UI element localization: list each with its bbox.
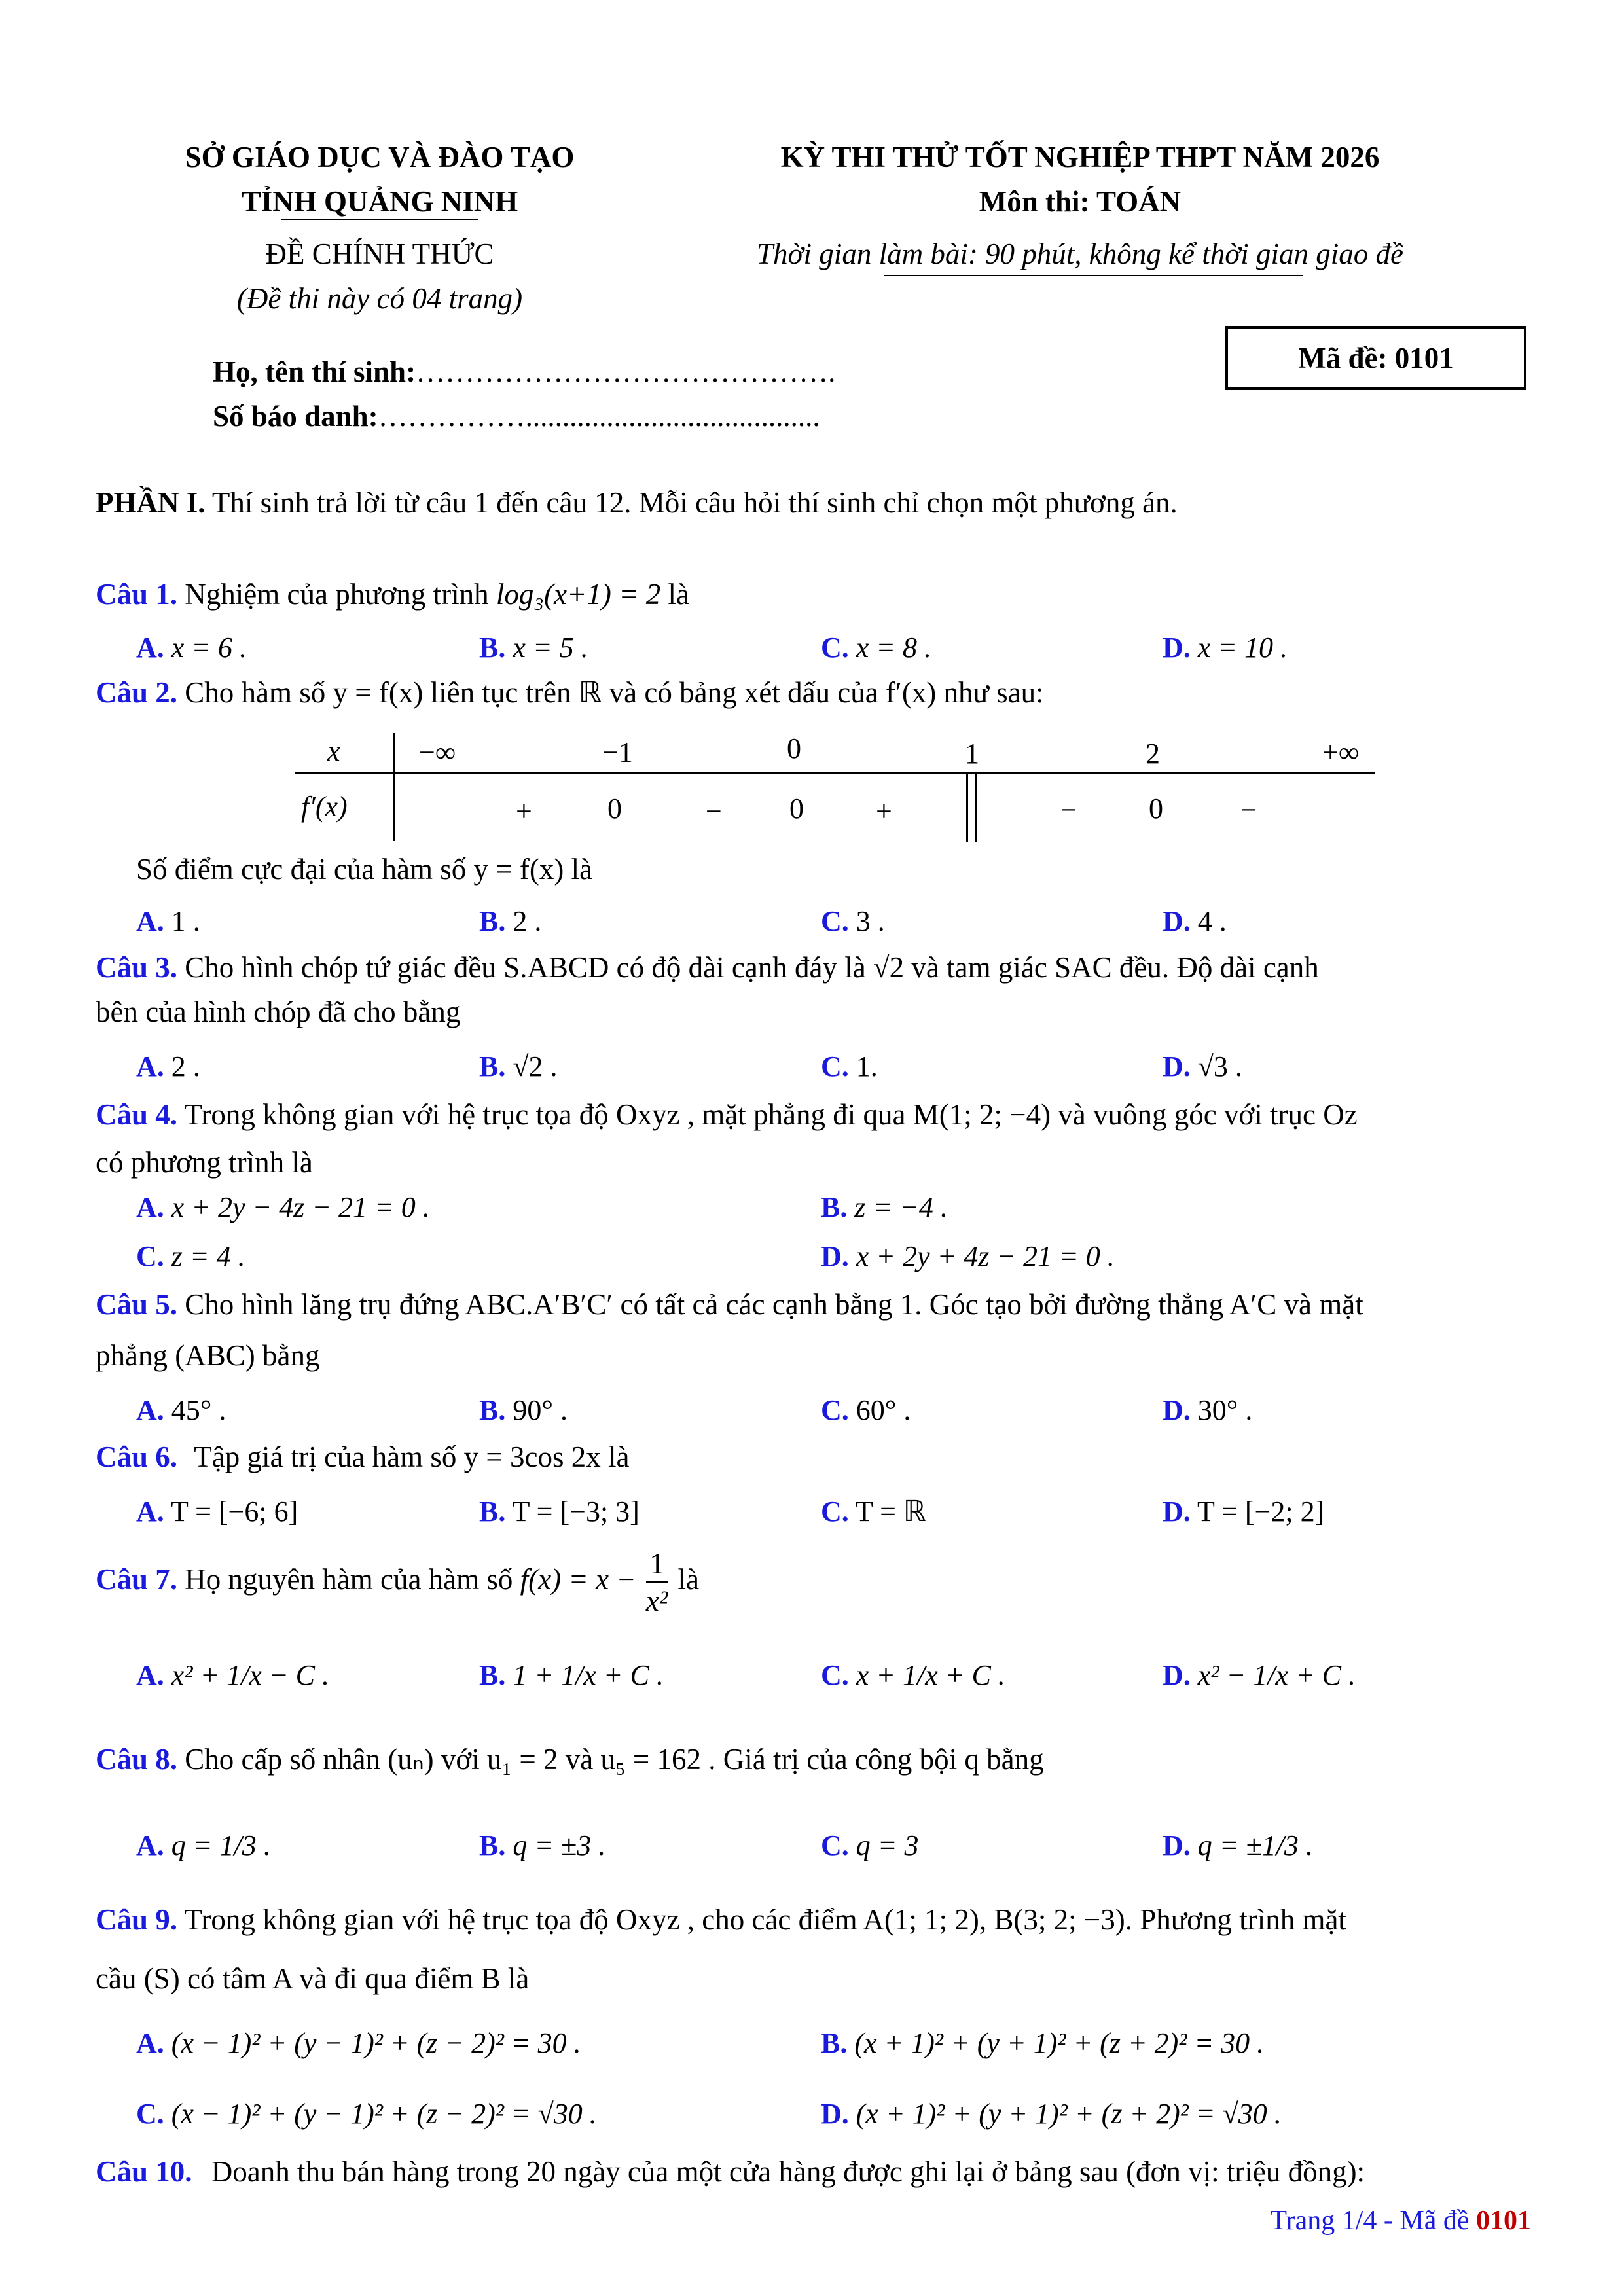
q7-tail: là — [677, 1563, 700, 1596]
time-underline — [884, 275, 1303, 276]
sign-table-double-bar-1 — [966, 774, 968, 842]
sign-value: 0 — [789, 793, 804, 825]
part1-instruction — [96, 484, 1178, 521]
question-1 — [96, 576, 689, 613]
q4-option-c[interactable]: C. z = 4 . — [136, 1240, 245, 1272]
q1-option-a[interactable]: A. x = 6 . — [136, 632, 247, 664]
sign-value: − — [1060, 794, 1077, 826]
q8-option-c[interactable]: C. q = 3 — [821, 1829, 919, 1861]
q1-text: Nghiệm của phương trình — [185, 578, 489, 611]
q7-option-d[interactable]: D. x² − 1/x + C . — [1163, 1659, 1356, 1691]
question-9 — [96, 1901, 1346, 1938]
id-label: Số báo danh: — [213, 400, 378, 433]
q9-text: Trong không gian với hệ trục tọa độ Oxyz , cho các điểm A(1; 1; 2), B(3; 2; −3). Phương trình mặt — [184, 1903, 1346, 1936]
x-value: 0 — [787, 732, 801, 764]
sign-table-vline — [393, 733, 395, 841]
sign-value: 0 — [1149, 793, 1163, 825]
part1-text: Thí sinh trả lời từ câu 1 đến câu 12. Mỗi câu hỏi thí sinh chỉ chọn một phương án. — [205, 486, 1178, 519]
q1-option-b[interactable]: B. x = 5 . — [479, 632, 588, 664]
dept-line-2: TỈNH QUẢNG NINH — [241, 185, 518, 218]
q6-option-a[interactable]: A. T = [−6; 6] — [136, 1496, 298, 1528]
question-2 — [96, 674, 1044, 711]
footer-text: Trang 1/4 - Mã đề — [1270, 2206, 1476, 2236]
q5-option-a[interactable]: A. 45° . — [136, 1394, 226, 1426]
pages-note: (Đề thi này có 04 trang) — [236, 282, 523, 315]
sign-value: + — [516, 795, 532, 827]
x-value: 2 — [1146, 738, 1160, 770]
exam-title: KỲ THI THỬ TỐT NGHIỆP THPT NĂM 2026 — [780, 141, 1380, 173]
subject-label: Môn thi: TOÁN — [979, 185, 1182, 218]
q6-option-d[interactable]: D. T = [−2; 2] — [1163, 1496, 1325, 1528]
x-value: +∞ — [1322, 736, 1360, 768]
dept-underline — [281, 219, 478, 220]
exam-code-box: Mã đề: 0101 — [1225, 326, 1526, 390]
q2-option-a[interactable]: A. 1 . — [136, 905, 200, 937]
q3-text-line2: bên của hình chóp đã cho bằng — [96, 996, 461, 1028]
q3-text: Cho hình chóp tứ giác đều S.ABCD có độ dài cạnh đáy là √2 và tam giác SAC đều. Độ dài cạnh — [185, 951, 1319, 984]
q3-label: Câu 3. — [96, 951, 178, 984]
q8-option-b[interactable]: B. q = ±3 . — [479, 1829, 606, 1861]
sign-value: − — [706, 795, 722, 827]
question-8 — [96, 1741, 1044, 1778]
question-5 — [96, 1286, 1363, 1323]
q10-label: Câu 10. — [96, 2155, 192, 2188]
q7-fraction: $\frac{1}{\text{x²}}$ — [645, 1547, 668, 1618]
q1-label: Câu 1. — [96, 578, 178, 611]
q9-option-c[interactable]: C. (x − 1)² + (y − 1)² + (z − 2)² = √30 . — [136, 2098, 597, 2130]
q5-text: Cho hình lăng trụ đứng ABC.A′B′C′ có tất cả các cạnh bằng 1. Góc tạo bởi đường thẳng A′C và mặt — [185, 1288, 1363, 1321]
sign-table-double-bar-2 — [975, 774, 977, 842]
q2-option-d[interactable]: D. 4 . — [1163, 905, 1227, 937]
name-dots: ……………………………………. — [416, 355, 836, 388]
q8-option-a[interactable]: A. q = 1/3 . — [136, 1829, 271, 1861]
q6-option-b[interactable]: B. T = [−3; 3] — [479, 1496, 640, 1528]
q3-option-a[interactable]: A. 2 . — [136, 1050, 200, 1083]
question-10 — [96, 2153, 1365, 2190]
q1-math: log₃(x+1) = 2 — [496, 578, 661, 611]
q4-option-b[interactable]: B. z = −4 . — [821, 1191, 948, 1223]
sign-table — [295, 733, 1375, 844]
candidate-id-line — [213, 398, 820, 435]
q8-option-d[interactable]: D. q = ±1/3 . — [1163, 1829, 1313, 1861]
q9-option-b[interactable]: B. (x + 1)² + (y + 1)² + (z + 2)² = 30 . — [821, 2027, 1265, 2059]
sign-value: + — [876, 795, 892, 827]
dept-line-1: SỞ GIÁO DỤC VÀ ĐÀO TẠO — [185, 141, 575, 173]
q5-option-b[interactable]: B. 90° . — [479, 1394, 568, 1426]
q4-option-d[interactable]: D. x + 2y + 4z − 21 = 0 . — [821, 1240, 1115, 1272]
sign-table-row2-label: f′(x) — [301, 791, 348, 823]
sign-table-hline — [295, 772, 1375, 774]
q2-text: Cho hàm số y = f(x) liên tục trên ℝ và có bảng xét dấu của f′(x) như sau: — [185, 676, 1044, 709]
q5-option-d[interactable]: D. 30° . — [1163, 1394, 1253, 1426]
q4-label: Câu 4. — [96, 1098, 178, 1131]
q2-option-b[interactable]: B. 2 . — [479, 905, 542, 937]
q1-option-c[interactable]: C. x = 8 . — [821, 632, 932, 664]
q7-option-b[interactable]: B. 1 + 1/x + C . — [479, 1659, 664, 1691]
q9-option-d[interactable]: D. (x + 1)² + (y + 1)² + (z + 2)² = √30 . — [821, 2098, 1282, 2130]
q5-label: Câu 5. — [96, 1288, 178, 1321]
question-4 — [96, 1096, 1358, 1133]
question-7 — [96, 1543, 699, 1619]
q4-text-line2: có phương trình là — [96, 1146, 313, 1179]
q9-option-a[interactable]: A. (x − 1)² + (y − 1)² + (z − 2)² = 30 . — [136, 2027, 581, 2059]
x-value: 1 — [965, 738, 979, 770]
id-dots: ……………........................................ — [378, 400, 820, 433]
q7-option-c[interactable]: C. x + 1/x + C . — [821, 1659, 1005, 1691]
page-footer — [1270, 2202, 1531, 2239]
q4-option-a[interactable]: A. x + 2y − 4z − 21 = 0 . — [136, 1191, 430, 1223]
q3-option-b[interactable]: B. √2 . — [479, 1050, 558, 1083]
candidate-name-line — [213, 353, 835, 390]
q9-label: Câu 9. — [96, 1903, 178, 1936]
question-6 — [96, 1439, 629, 1475]
q2-question: Số điểm cực đại của hàm số y = f(x) là — [136, 853, 593, 886]
q5-option-c[interactable]: C. 60° . — [821, 1394, 911, 1426]
q3-option-c[interactable]: C. 1. — [821, 1050, 878, 1083]
part1-label: PHẦN I. — [96, 486, 206, 519]
q9-text-line2: cầu (S) có tâm A và đi qua điểm B là — [96, 1962, 530, 1995]
sign-table-row1-label: x — [327, 735, 340, 767]
q7-text: Họ nguyên hàm của hàm số — [185, 1563, 513, 1596]
q8-label: Câu 8. — [96, 1743, 178, 1776]
q5-text-line2: phẳng (ABC) bằng — [96, 1339, 320, 1372]
sign-value: 0 — [607, 793, 622, 825]
q2-option-c[interactable]: C. 3 . — [821, 905, 885, 937]
q7-label: Câu 7. — [96, 1563, 178, 1596]
q10-text: Doanh thu bán hàng trong 20 ngày của một cửa hàng được ghi lại ở bảng sau (đơn vị: triệu đồng): — [211, 2155, 1365, 2188]
question-3 — [96, 949, 1319, 986]
q6-label: Câu 6. — [96, 1441, 178, 1473]
q8-text: Cho cấp số nhân (uₙ) với u₁ = 2 và u₅ = 162 . Giá trị của công bội q bằng — [185, 1743, 1044, 1776]
q1-option-d[interactable]: D. x = 10 . — [1163, 632, 1288, 664]
official-label: ĐỀ CHÍNH THỨC — [265, 238, 494, 270]
time-note: Thời gian làm bài: 90 phút, không kể thời gian giao đề — [757, 238, 1403, 270]
footer-code: 0101 — [1476, 2206, 1531, 2236]
sign-value: − — [1240, 794, 1257, 826]
q7-func: f(x) = x − — [520, 1563, 636, 1596]
name-label: Họ, tên thí sinh: — [213, 355, 416, 388]
x-value: −∞ — [419, 736, 456, 768]
q1-tail: là — [668, 578, 689, 611]
q6-text: Tập giá trị của hàm số y = 3cos 2x là — [194, 1441, 630, 1473]
q4-text: Trong không gian với hệ trục tọa độ Oxyz , mặt phẳng đi qua M(1; 2; −4) và vuông góc với trục Oz — [184, 1098, 1358, 1131]
q6-option-c[interactable]: C. T = ℝ — [821, 1496, 926, 1528]
q2-label: Câu 2. — [96, 676, 178, 709]
x-value: −1 — [602, 736, 633, 768]
q3-option-d[interactable]: D. √3 . — [1163, 1050, 1242, 1083]
q7-option-a[interactable]: A. x² + 1/x − C . — [136, 1659, 329, 1691]
